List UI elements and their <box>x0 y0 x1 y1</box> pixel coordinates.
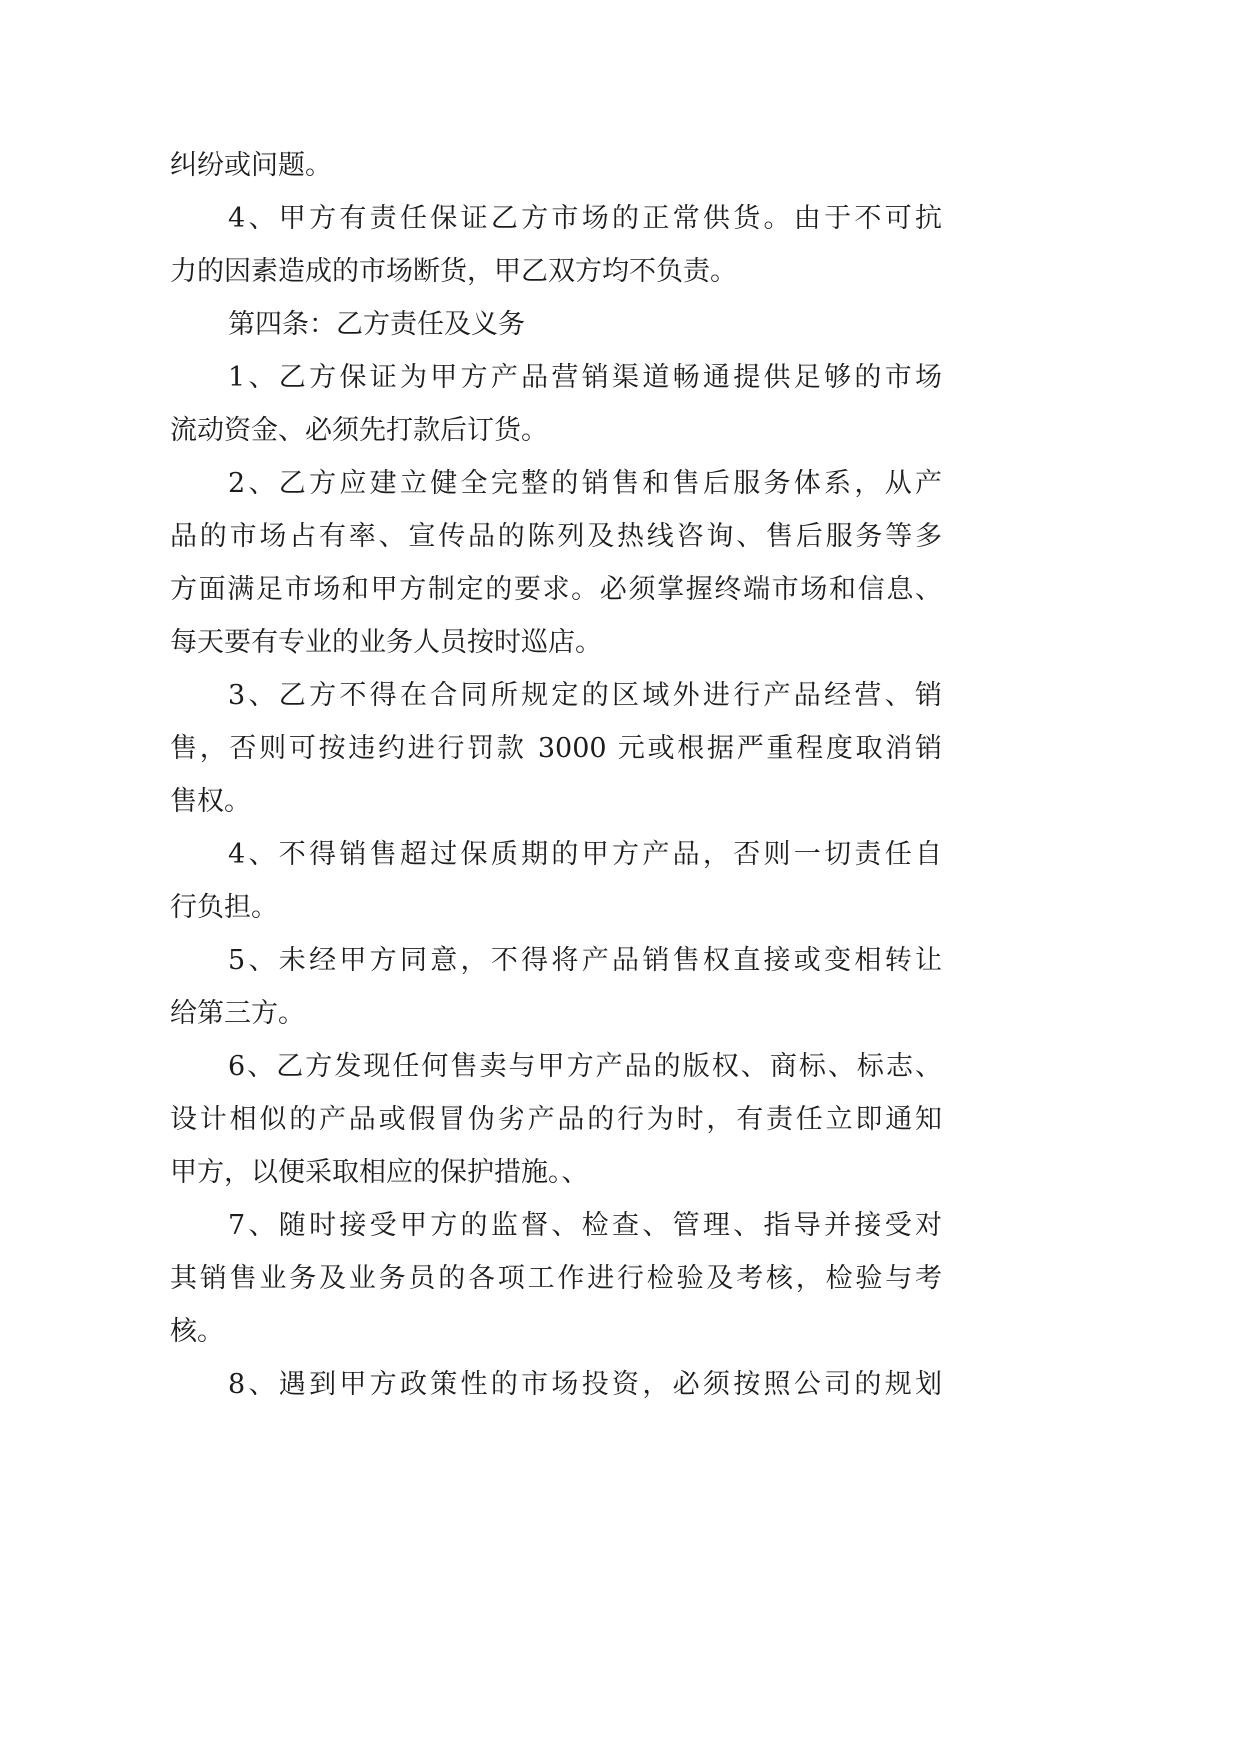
text-line: 核。 <box>170 1316 224 1347</box>
text-line: 方面满足市场和甲方制定的要求。必须掌握终端市场和信息、 <box>170 574 942 605</box>
text-line: 售权。 <box>170 786 251 817</box>
text-line: 2、乙方应建立健全完整的销售和售后服务体系，从产 <box>228 468 942 499</box>
text-line: 力的因素造成的市场断货，甲乙双方均不负责。 <box>170 256 737 287</box>
text-line: 品的市场占有率、宣传品的陈列及热线咨询、售后服务等多 <box>170 521 942 552</box>
text-line: 行负担。 <box>170 892 278 923</box>
section-heading: 第四条：乙方责任及义务 <box>228 309 525 340</box>
text-line: 每天要有专业的业务人员按时巡店。 <box>170 627 602 658</box>
text-line: 3、乙方不得在合同所规定的区域外进行产品经营、销 <box>228 680 942 711</box>
text-line: 售，否则可按违约进行罚款 3000 元或根据严重程度取消销 <box>170 733 942 764</box>
text-line: 4、不得销售超过保质期的甲方产品，否则一切责任自 <box>228 839 942 870</box>
text-line: 6、乙方发现任何售卖与甲方产品的版权、商标、标志、 <box>228 1051 942 1082</box>
text-line: 1、乙方保证为甲方产品营销渠道畅通提供足够的市场 <box>228 362 942 393</box>
text-line: 甲方，以便采取相应的保护措施。、 <box>170 1157 589 1188</box>
text-line: 7、随时接受甲方的监督、检查、管理、指导并接受对 <box>228 1210 942 1241</box>
text-line: 4、甲方有责任保证乙方市场的正常供货。由于不可抗 <box>228 203 942 234</box>
text-line: 纠纷或问题。 <box>170 150 332 181</box>
text-line: 给第三方。 <box>170 998 305 1029</box>
text-line: 8、遇到甲方政策性的市场投资，必须按照公司的规划 <box>228 1369 942 1400</box>
text-line: 设计相似的产品或假冒伪劣产品的行为时，有责任立即通知 <box>170 1104 942 1135</box>
text-line: 5、未经甲方同意，不得将产品销售权直接或变相转让 <box>228 945 942 976</box>
text-line: 流动资金、必须先打款后订货。 <box>170 415 548 446</box>
text-line: 其销售业务及业务员的各项工作进行检验及考核，检验与考 <box>170 1263 942 1294</box>
